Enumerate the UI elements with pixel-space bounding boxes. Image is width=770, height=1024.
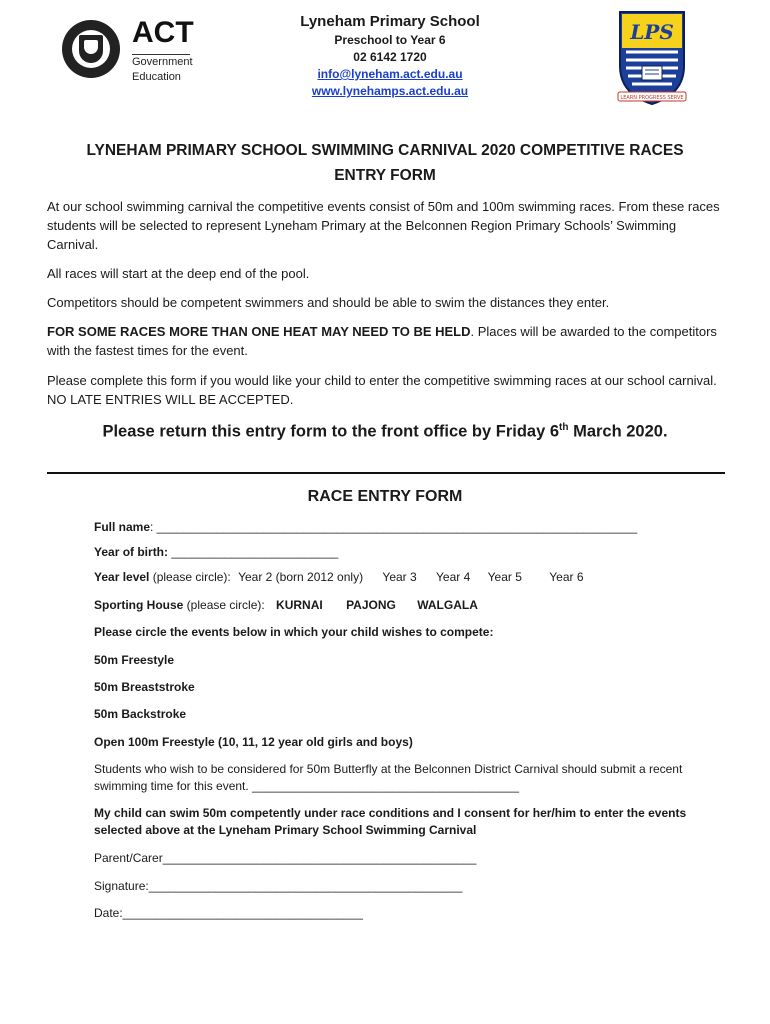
house-option-kurnai[interactable]: KURNAI [276,598,323,612]
intro-paragraph-4 [47,322,727,360]
page-title [40,138,730,188]
year-level-hint: (please circle): [149,570,231,584]
year-option-4[interactable]: Year 4 [436,570,471,584]
sporting-house-field [94,597,734,614]
year-option-5[interactable]: Year 5 [487,570,522,584]
page-title-line1: LYNEHAM PRIMARY SCHOOL SWIMMING CARNIVAL 2020 COMPETITIVE RACES [86,142,684,159]
intro-paragraph-1: At our school swimming carnival the competitive events consist of 50m and 100m swimming races. From these races students will be selected to represent Lyneham Primary at the Belconnen Region Primary Schools’ Swimming Carnival. [47,199,720,252]
house-hint: (please circle): [183,598,265,612]
section-divider [47,472,725,474]
events-instruction: Please circle the events below in which your child wishes to compete: [94,625,494,639]
full-name-label: Full name [94,520,151,534]
act-government-logo [60,18,200,82]
event-50m-freestyle[interactable]: 50m Freestyle [94,653,175,667]
act-logo-government: Government [132,56,193,68]
date-field[interactable]: Date:____________________________________ [94,906,363,920]
full-name-blank[interactable]: : ________________________________________________________________________ [150,520,638,534]
year-option-2[interactable]: Year 2 (born 2012 only) [238,570,364,584]
yob-label: Year of birth: [94,545,169,559]
school-website-link[interactable]: www.lynehamps.act.edu.au [311,84,469,98]
school-grades: Preschool to Year 6 [334,33,446,47]
school-email-link[interactable]: info@lyneham.act.edu.au [317,67,463,81]
act-crest-icon [62,20,120,78]
full-name-field[interactable] [94,519,734,536]
school-phone: 02 6142 1720 [353,50,427,64]
house-option-pajong[interactable]: PAJONG [346,598,396,612]
event-open-100m-freestyle[interactable]: Open 100m Freestyle (10, 11, 12 year old girls and boys) [94,735,413,749]
butterfly-note: Students who wish to be considered for 50m Butterfly at the Belconnen District Carnival should submit a recent swimming time for this event. ________________________________________ [94,762,683,793]
parent-carer-field[interactable]: Parent/Carer_______________________________________________ [94,851,477,865]
signature-field[interactable]: Signature:_______________________________________________ [94,879,463,893]
house-label: Sporting House [94,598,184,612]
house-option-walgala[interactable]: WALGALA [417,598,478,612]
school-contact-block [250,12,530,100]
consent-statement: My child can swim 50m competently under race conditions and I consent for her/him to enter the events selected above at the Lyneham Primary School Swimming Carnival [94,806,687,837]
event-50m-breaststroke[interactable]: 50m Breaststroke [94,680,195,694]
school-name: Lyneham Primary School [300,13,480,30]
page-title-line2: ENTRY FORM [334,167,436,184]
yob-blank[interactable]: _________________________ [168,545,339,559]
heat-warning: FOR SOME RACES MORE THAN ONE HEAT MAY NEED TO BE HELD [47,324,471,339]
intro-paragraph-3: Competitors should be competent swimmers and should be able to swim the distances they enter. [47,295,610,310]
intro-paragraph-5: Please complete this form if you would like your child to enter the competitive swimming races at our school carnival. NO LATE ENTRIES WILL BE ACCEPTED. [47,373,717,407]
act-logo-word: ACT [132,16,194,49]
year-of-birth-field[interactable] [94,544,734,561]
year-option-6[interactable]: Year 6 [549,570,584,584]
return-note-sup: th [559,422,569,433]
year-option-3[interactable]: Year 3 [382,570,417,584]
return-note-after: March 2020. [568,422,668,441]
intro-paragraph-2: All races will start at the deep end of the pool. [47,266,310,281]
year-level-field [94,569,734,586]
form-title: RACE ENTRY FORM [307,488,463,505]
year-level-label: Year level [94,570,150,584]
crest-letters: LPS [630,20,674,44]
lps-crest-icon [612,8,692,110]
event-50m-backstroke[interactable]: 50m Backstroke [94,707,187,721]
return-deadline-note [40,422,730,442]
act-logo-education: Education [132,71,181,83]
crest-motto: LEARN PROGRESS SERVE [620,95,684,101]
heat-warning-rest: . Places will be awarded to the competitors with the fastest times for the event. [47,324,717,358]
return-note-text: Please return this entry form to the front office by Friday 6 [102,422,560,441]
